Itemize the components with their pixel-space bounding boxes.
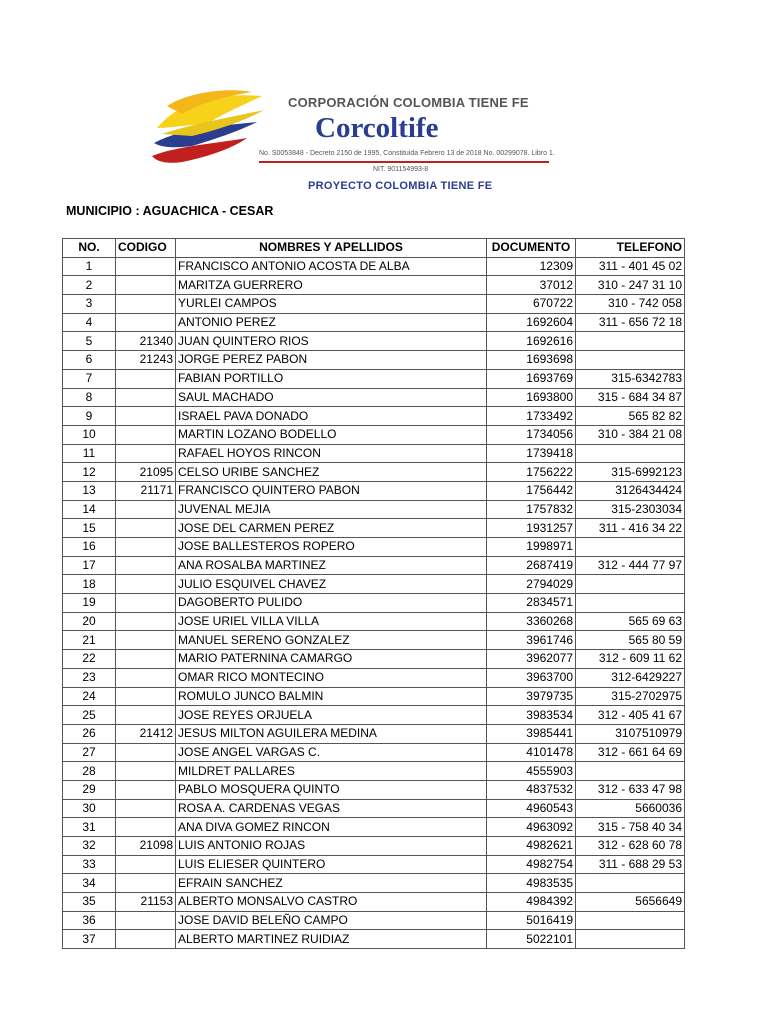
row-number: 7 bbox=[63, 369, 116, 388]
row-telefono: 315-6342783 bbox=[576, 369, 685, 388]
row-codigo: 21153 bbox=[116, 893, 176, 912]
row-documento: 4983535 bbox=[487, 874, 576, 893]
row-documento: 4963092 bbox=[487, 818, 576, 837]
row-telefono bbox=[576, 332, 685, 351]
row-codigo bbox=[116, 295, 176, 314]
table-row bbox=[63, 276, 685, 295]
row-documento: 4984392 bbox=[487, 893, 576, 912]
divider bbox=[259, 161, 549, 163]
row-codigo: 21098 bbox=[116, 837, 176, 856]
row-name: MARITZA GUERRERO bbox=[176, 276, 487, 295]
row-name: ROMULO JUNCO BALMIN bbox=[176, 687, 487, 706]
row-number: 31 bbox=[63, 818, 116, 837]
row-name: JOSE REYES ORJUELA bbox=[176, 706, 487, 725]
row-telefono: 311 - 416 34 22 bbox=[576, 519, 685, 538]
row-number: 20 bbox=[63, 612, 116, 631]
row-name: MARIO PATERNINA CAMARGO bbox=[176, 650, 487, 669]
row-telefono: 311 - 401 45 02 bbox=[576, 257, 685, 276]
table-row bbox=[63, 631, 685, 650]
row-number: 1 bbox=[63, 257, 116, 276]
row-documento: 1733492 bbox=[487, 407, 576, 426]
row-telefono: 565 80 59 bbox=[576, 631, 685, 650]
table-row bbox=[63, 893, 685, 912]
table-row bbox=[63, 687, 685, 706]
table-row bbox=[63, 668, 685, 687]
row-codigo bbox=[116, 407, 176, 426]
row-documento: 4960543 bbox=[487, 799, 576, 818]
row-telefono: 315 - 684 34 87 bbox=[576, 388, 685, 407]
row-number: 6 bbox=[63, 351, 116, 370]
table-row bbox=[63, 743, 685, 762]
municipio-heading: MUNICIPIO : AGUACHICA - CESAR bbox=[66, 204, 274, 218]
table-row bbox=[63, 332, 685, 351]
row-codigo bbox=[116, 257, 176, 276]
row-codigo bbox=[116, 743, 176, 762]
row-name: SAUL MACHADO bbox=[176, 388, 487, 407]
table-row bbox=[63, 780, 685, 799]
table-row bbox=[63, 257, 685, 276]
row-number: 17 bbox=[63, 556, 116, 575]
row-telefono: 315-2702975 bbox=[576, 687, 685, 706]
row-name: OMAR RICO MONTECINO bbox=[176, 668, 487, 687]
row-codigo: 21095 bbox=[116, 463, 176, 482]
row-number: 30 bbox=[63, 799, 116, 818]
row-name: JOSE URIEL VILLA VILLA bbox=[176, 612, 487, 631]
table-row bbox=[63, 762, 685, 781]
row-name: LUIS ANTONIO ROJAS bbox=[176, 837, 487, 856]
row-telefono: 315-6992123 bbox=[576, 463, 685, 482]
row-documento: 1693769 bbox=[487, 369, 576, 388]
row-telefono bbox=[576, 351, 685, 370]
row-codigo: 21243 bbox=[116, 351, 176, 370]
row-telefono bbox=[576, 444, 685, 463]
row-documento: 1931257 bbox=[487, 519, 576, 538]
row-telefono bbox=[576, 594, 685, 613]
row-number: 37 bbox=[63, 930, 116, 949]
row-telefono: 5656649 bbox=[576, 893, 685, 912]
row-telefono: 312 - 444 77 97 bbox=[576, 556, 685, 575]
row-telefono bbox=[576, 930, 685, 949]
row-name: ALBERTO MARTINEZ RUIDIAZ bbox=[176, 930, 487, 949]
row-documento: 5022101 bbox=[487, 930, 576, 949]
row-codigo bbox=[116, 594, 176, 613]
row-documento: 2687419 bbox=[487, 556, 576, 575]
row-name: MILDRET PALLARES bbox=[176, 762, 487, 781]
table-row bbox=[63, 706, 685, 725]
row-telefono: 315 - 758 40 34 bbox=[576, 818, 685, 837]
row-number: 27 bbox=[63, 743, 116, 762]
row-number: 33 bbox=[63, 855, 116, 874]
legal-registration: No. S0053848 - Decreto 2150 de 1995, Constituida Febrero 13 de 2018 No. 00299078. Libro 1. bbox=[259, 150, 555, 157]
row-documento: 4837532 bbox=[487, 780, 576, 799]
row-codigo bbox=[116, 313, 176, 332]
row-name: ROSA A. CARDENAS VEGAS bbox=[176, 799, 487, 818]
row-name: LUIS ELIESER QUINTERO bbox=[176, 855, 487, 874]
row-documento: 4982754 bbox=[487, 855, 576, 874]
row-telefono: 311 - 656 72 18 bbox=[576, 313, 685, 332]
row-telefono: 312-6429227 bbox=[576, 668, 685, 687]
row-documento: 3985441 bbox=[487, 724, 576, 743]
row-codigo bbox=[116, 500, 176, 519]
row-name: JESUS MILTON AGUILERA MEDINA bbox=[176, 724, 487, 743]
table-row bbox=[63, 911, 685, 930]
row-codigo bbox=[116, 388, 176, 407]
row-codigo bbox=[116, 855, 176, 874]
row-documento: 37012 bbox=[487, 276, 576, 295]
row-number: 22 bbox=[63, 650, 116, 669]
row-telefono bbox=[576, 911, 685, 930]
row-number: 21 bbox=[63, 631, 116, 650]
row-telefono: 312 - 661 64 69 bbox=[576, 743, 685, 762]
table-row bbox=[63, 351, 685, 370]
row-documento: 1692604 bbox=[487, 313, 576, 332]
row-number: 24 bbox=[63, 687, 116, 706]
row-telefono: 312 - 405 41 67 bbox=[576, 706, 685, 725]
row-name: JOSE ANGEL VARGAS C. bbox=[176, 743, 487, 762]
table-row bbox=[63, 818, 685, 837]
row-documento: 4555903 bbox=[487, 762, 576, 781]
row-documento: 3963700 bbox=[487, 668, 576, 687]
row-codigo bbox=[116, 706, 176, 725]
row-name: FABIAN PORTILLO bbox=[176, 369, 487, 388]
table-row bbox=[63, 519, 685, 538]
row-telefono bbox=[576, 762, 685, 781]
row-name: JORGE PEREZ PABON bbox=[176, 351, 487, 370]
row-number: 26 bbox=[63, 724, 116, 743]
table-row bbox=[63, 650, 685, 669]
row-number: 25 bbox=[63, 706, 116, 725]
column-header-documento: DOCUMENTO bbox=[487, 239, 576, 258]
nit-number: NIT. 901154993-8 bbox=[373, 166, 429, 173]
row-name: ALBERTO MONSALVO CASTRO bbox=[176, 893, 487, 912]
row-telefono: 310 - 742 058 bbox=[576, 295, 685, 314]
row-name: JUVENAL MEJIA bbox=[176, 500, 487, 519]
row-telefono: 315-2303034 bbox=[576, 500, 685, 519]
row-number: 2 bbox=[63, 276, 116, 295]
row-name: FRANCISCO QUINTERO PABON bbox=[176, 481, 487, 500]
table-row bbox=[63, 612, 685, 631]
column-header-no: NO. bbox=[63, 239, 116, 258]
table-row bbox=[63, 724, 685, 743]
table-header-row bbox=[63, 239, 685, 258]
table-row bbox=[63, 500, 685, 519]
row-codigo bbox=[116, 911, 176, 930]
table-row bbox=[63, 855, 685, 874]
row-telefono: 565 82 82 bbox=[576, 407, 685, 426]
row-documento: 1739418 bbox=[487, 444, 576, 463]
row-documento: 1756222 bbox=[487, 463, 576, 482]
row-telefono: 5660036 bbox=[576, 799, 685, 818]
row-codigo bbox=[116, 276, 176, 295]
table-row bbox=[63, 463, 685, 482]
row-documento: 670722 bbox=[487, 295, 576, 314]
row-codigo: 21412 bbox=[116, 724, 176, 743]
row-documento: 1756442 bbox=[487, 481, 576, 500]
column-header-codigo: CODIGO bbox=[116, 239, 176, 258]
row-codigo: 21340 bbox=[116, 332, 176, 351]
row-name: JUAN QUINTERO RIOS bbox=[176, 332, 487, 351]
row-codigo bbox=[116, 650, 176, 669]
row-telefono: 311 - 688 29 53 bbox=[576, 855, 685, 874]
row-codigo bbox=[116, 930, 176, 949]
row-name: JOSE BALLESTEROS ROPERO bbox=[176, 538, 487, 557]
row-codigo bbox=[116, 687, 176, 706]
row-name: JOSE DEL CARMEN PEREZ bbox=[176, 519, 487, 538]
row-telefono: 565 69 63 bbox=[576, 612, 685, 631]
row-telefono: 310 - 247 31 10 bbox=[576, 276, 685, 295]
row-documento: 1693698 bbox=[487, 351, 576, 370]
table-row bbox=[63, 837, 685, 856]
table-body bbox=[63, 257, 685, 948]
row-codigo bbox=[116, 519, 176, 538]
row-name: MANUEL SERENO GONZALEZ bbox=[176, 631, 487, 650]
column-header-nombres: NOMBRES Y APELLIDOS bbox=[176, 239, 487, 258]
row-documento: 1734056 bbox=[487, 425, 576, 444]
table-row bbox=[63, 538, 685, 557]
row-codigo bbox=[116, 538, 176, 557]
row-codigo bbox=[116, 369, 176, 388]
table-row bbox=[63, 295, 685, 314]
row-documento: 3962077 bbox=[487, 650, 576, 669]
row-number: 36 bbox=[63, 911, 116, 930]
row-name: RAFAEL HOYOS RINCON bbox=[176, 444, 487, 463]
row-telefono bbox=[576, 575, 685, 594]
row-telefono bbox=[576, 538, 685, 557]
row-number: 11 bbox=[63, 444, 116, 463]
row-documento: 4101478 bbox=[487, 743, 576, 762]
row-number: 16 bbox=[63, 538, 116, 557]
row-number: 9 bbox=[63, 407, 116, 426]
row-telefono: 310 - 384 21 08 bbox=[576, 425, 685, 444]
table-row bbox=[63, 799, 685, 818]
row-codigo bbox=[116, 874, 176, 893]
row-name: YURLEI CAMPOS bbox=[176, 295, 487, 314]
row-name: ANTONIO PEREZ bbox=[176, 313, 487, 332]
row-documento: 12309 bbox=[487, 257, 576, 276]
row-documento: 1998971 bbox=[487, 538, 576, 557]
row-codigo bbox=[116, 818, 176, 837]
row-number: 3 bbox=[63, 295, 116, 314]
row-codigo bbox=[116, 631, 176, 650]
table-row bbox=[63, 444, 685, 463]
row-documento: 1693800 bbox=[487, 388, 576, 407]
row-number: 23 bbox=[63, 668, 116, 687]
row-documento: 1692616 bbox=[487, 332, 576, 351]
row-telefono bbox=[576, 874, 685, 893]
row-documento: 2794029 bbox=[487, 575, 576, 594]
table-row bbox=[63, 481, 685, 500]
row-telefono: 3107510979 bbox=[576, 724, 685, 743]
row-codigo bbox=[116, 612, 176, 631]
organization-name: CORPORACIÓN COLOMBIA TIENE FE bbox=[288, 95, 529, 110]
row-documento: 3360268 bbox=[487, 612, 576, 631]
row-telefono: 312 - 633 47 98 bbox=[576, 780, 685, 799]
row-number: 29 bbox=[63, 780, 116, 799]
row-codigo bbox=[116, 425, 176, 444]
row-documento: 4982621 bbox=[487, 837, 576, 856]
row-codigo bbox=[116, 575, 176, 594]
row-name: ISRAEL PAVA DONADO bbox=[176, 407, 487, 426]
project-name: PROYECTO COLOMBIA TIENE FE bbox=[308, 180, 493, 192]
row-number: 12 bbox=[63, 463, 116, 482]
table-row bbox=[63, 388, 685, 407]
row-name: JOSE DAVID BELEÑO CAMPO bbox=[176, 911, 487, 930]
row-documento: 3979735 bbox=[487, 687, 576, 706]
row-telefono: 3126434424 bbox=[576, 481, 685, 500]
brand-name: Corcoltife bbox=[315, 112, 439, 144]
row-number: 15 bbox=[63, 519, 116, 538]
row-name: FRANCISCO ANTONIO ACOSTA DE ALBA bbox=[176, 257, 487, 276]
row-codigo bbox=[116, 668, 176, 687]
row-name: MARTIN LOZANO BODELLO bbox=[176, 425, 487, 444]
row-name: ANA DIVA GOMEZ RINCON bbox=[176, 818, 487, 837]
column-header-telefono: TELEFONO bbox=[576, 239, 685, 258]
table-row bbox=[63, 369, 685, 388]
row-number: 35 bbox=[63, 893, 116, 912]
row-name: EFRAIN SANCHEZ bbox=[176, 874, 487, 893]
beneficiaries-table bbox=[62, 238, 685, 949]
table-row bbox=[63, 594, 685, 613]
row-number: 19 bbox=[63, 594, 116, 613]
table-row bbox=[63, 313, 685, 332]
row-name: PABLO MOSQUERA QUINTO bbox=[176, 780, 487, 799]
row-number: 28 bbox=[63, 762, 116, 781]
row-number: 5 bbox=[63, 332, 116, 351]
table-row bbox=[63, 425, 685, 444]
row-documento: 3961746 bbox=[487, 631, 576, 650]
row-codigo bbox=[116, 444, 176, 463]
row-number: 13 bbox=[63, 481, 116, 500]
row-documento: 1757832 bbox=[487, 500, 576, 519]
row-number: 18 bbox=[63, 575, 116, 594]
colombia-flag-logo-icon bbox=[152, 88, 277, 170]
table-row bbox=[63, 407, 685, 426]
row-telefono: 312 - 628 60 78 bbox=[576, 837, 685, 856]
row-number: 10 bbox=[63, 425, 116, 444]
table-row bbox=[63, 556, 685, 575]
row-number: 8 bbox=[63, 388, 116, 407]
row-name: ANA ROSALBA MARTINEZ bbox=[176, 556, 487, 575]
row-name: JULIO ESQUIVEL CHAVEZ bbox=[176, 575, 487, 594]
row-number: 14 bbox=[63, 500, 116, 519]
table-row bbox=[63, 930, 685, 949]
row-codigo bbox=[116, 780, 176, 799]
row-documento: 2834571 bbox=[487, 594, 576, 613]
row-codigo: 21171 bbox=[116, 481, 176, 500]
table-row bbox=[63, 874, 685, 893]
row-number: 34 bbox=[63, 874, 116, 893]
row-number: 4 bbox=[63, 313, 116, 332]
row-telefono: 312 - 609 11 62 bbox=[576, 650, 685, 669]
row-name: DAGOBERTO PULIDO bbox=[176, 594, 487, 613]
row-codigo bbox=[116, 799, 176, 818]
row-number: 32 bbox=[63, 837, 116, 856]
row-codigo bbox=[116, 556, 176, 575]
row-documento: 5016419 bbox=[487, 911, 576, 930]
letterhead bbox=[135, 68, 635, 194]
row-name: CELSO URIBE SANCHEZ bbox=[176, 463, 487, 482]
row-documento: 3983534 bbox=[487, 706, 576, 725]
table-row bbox=[63, 575, 685, 594]
row-codigo bbox=[116, 762, 176, 781]
